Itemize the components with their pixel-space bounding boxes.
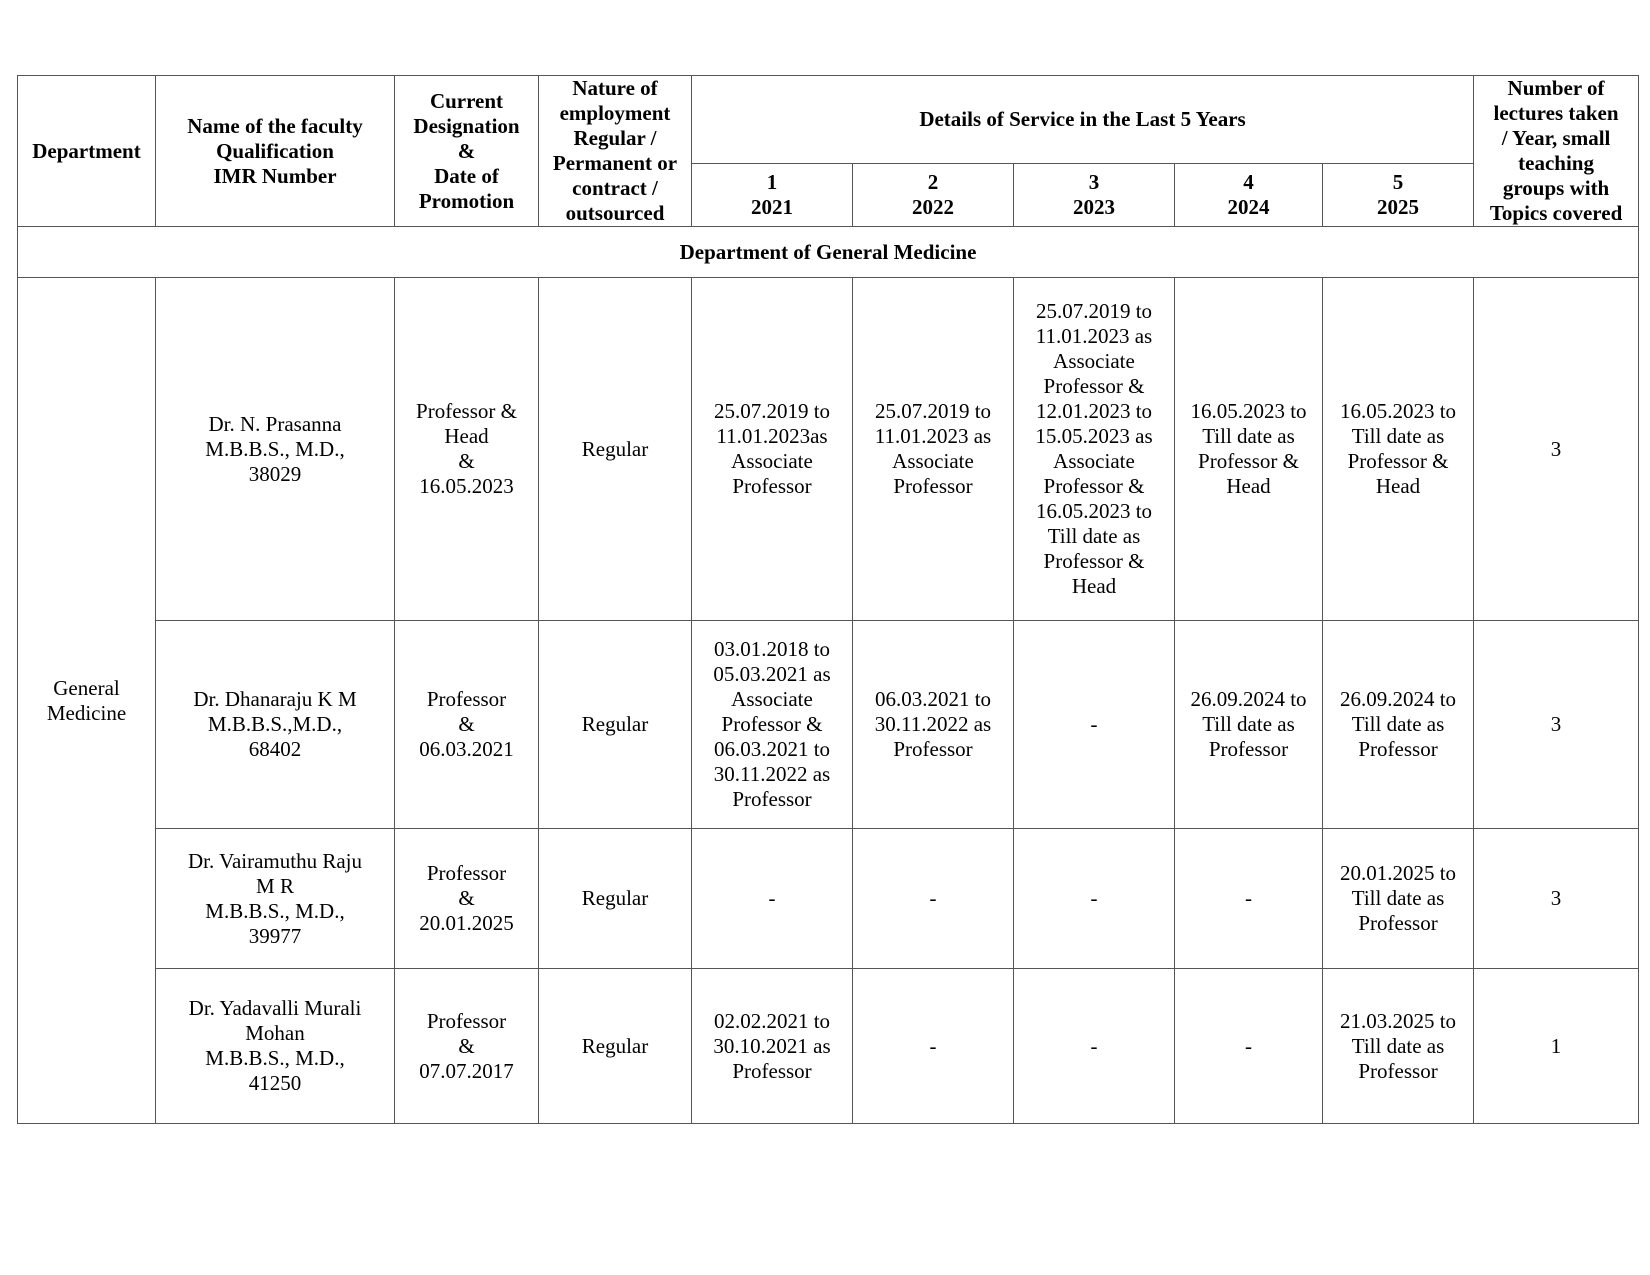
designation-cell: Professor & 07.07.2017 bbox=[395, 969, 539, 1124]
service-2021-cell: - bbox=[692, 829, 853, 969]
header-year-4 bbox=[1175, 164, 1323, 227]
year-label: 2022 bbox=[912, 195, 954, 219]
service-2025-cell: 16.05.2023 to Till date as Professor & Head bbox=[1323, 278, 1474, 621]
year-label: 2021 bbox=[751, 195, 793, 219]
year-label: 2024 bbox=[1227, 195, 1270, 219]
section-title: Department of General Medicine bbox=[18, 227, 1639, 278]
year-number: 4 bbox=[1243, 170, 1254, 194]
year-label: 2025 bbox=[1377, 195, 1420, 219]
service-2025-cell: 20.01.2025 to Till date as Professor bbox=[1323, 829, 1474, 969]
service-2022-cell: 25.07.2019 to 11.01.2023 as Associate Professor bbox=[853, 278, 1014, 621]
lectures-cell: 3 bbox=[1474, 829, 1639, 969]
year-number: 3 bbox=[1088, 170, 1100, 194]
faculty-cell: Dr. Yadavalli Murali Mohan M.B.B.S., M.D., 41250 bbox=[156, 969, 395, 1124]
employment-cell: Regular bbox=[539, 969, 692, 1124]
header-department: Department bbox=[18, 76, 156, 227]
service-2022-cell: - bbox=[853, 829, 1014, 969]
service-2023-cell: - bbox=[1014, 621, 1175, 829]
employment-cell: Regular bbox=[539, 278, 692, 621]
year-number: 2 bbox=[927, 170, 939, 194]
service-2022-cell: 06.03.2021 to 30.11.2022 as Professor bbox=[853, 621, 1014, 829]
header-lectures: Number of lectures taken / Year, small teaching groups with Topics covered bbox=[1474, 76, 1639, 227]
faculty-table bbox=[17, 75, 1639, 1124]
faculty-cell: Dr. Dhanaraju K M M.B.B.S.,M.D., 68402 bbox=[156, 621, 395, 829]
designation-cell: Professor & 20.01.2025 bbox=[395, 829, 539, 969]
table-row bbox=[18, 969, 1639, 1124]
header-year-1 bbox=[692, 164, 853, 227]
lectures-cell: 3 bbox=[1474, 621, 1639, 829]
service-2023-cell: 25.07.2019 to 11.01.2023 as Associate Professor & 12.01.2023 to 15.05.2023 as Associate Professor & 16.05.2023 to Till date as Professor & Head bbox=[1014, 278, 1175, 621]
faculty-cell: Dr. Vairamuthu Raju M R M.B.B.S., M.D., 39977 bbox=[156, 829, 395, 969]
year-number: 1 bbox=[766, 170, 778, 194]
year-label: 2023 bbox=[1073, 195, 1115, 219]
header-year-5 bbox=[1323, 164, 1474, 227]
header-year-2 bbox=[853, 164, 1014, 227]
table-row bbox=[18, 278, 1639, 621]
header-service: Details of Service in the Last 5 Years bbox=[692, 76, 1474, 164]
service-2024-cell: 26.09.2024 to Till date as Professor bbox=[1175, 621, 1323, 829]
service-2021-cell: 02.02.2021 to 30.10.2021 as Professor bbox=[692, 969, 853, 1124]
service-2021-cell: 25.07.2019 to 11.01.2023as Associate Professor bbox=[692, 278, 853, 621]
employment-cell: Regular bbox=[539, 829, 692, 969]
header-year-3 bbox=[1014, 164, 1175, 227]
service-2024-cell: 16.05.2023 to Till date as Professor & Head bbox=[1175, 278, 1323, 621]
header-employment: Nature of employment Regular / Permanent or contract / outsourced bbox=[539, 76, 692, 227]
employment-cell: Regular bbox=[539, 621, 692, 829]
year-number: 5 bbox=[1392, 170, 1404, 194]
service-2021-cell: 03.01.2018 to 05.03.2021 as Associate Professor & 06.03.2021 to 30.11.2022 as Professor bbox=[692, 621, 853, 829]
service-2024-cell: - bbox=[1175, 829, 1323, 969]
service-2022-cell: - bbox=[853, 969, 1014, 1124]
service-2023-cell: - bbox=[1014, 829, 1175, 969]
table-row bbox=[18, 829, 1639, 969]
header-faculty: Name of the faculty Qualification IMR Number bbox=[156, 76, 395, 227]
section-title-row bbox=[18, 227, 1639, 278]
lectures-cell: 3 bbox=[1474, 278, 1639, 621]
service-2023-cell: - bbox=[1014, 969, 1175, 1124]
faculty-cell: Dr. N. Prasanna M.B.B.S., M.D., 38029 bbox=[156, 278, 395, 621]
header-designation: Current Designation & Date of Promotion bbox=[395, 76, 539, 227]
header-row-top bbox=[18, 76, 1639, 164]
service-2025-cell: 26.09.2024 to Till date as Professor bbox=[1323, 621, 1474, 829]
designation-cell: Professor & Head & 16.05.2023 bbox=[395, 278, 539, 621]
designation-cell: Professor & 06.03.2021 bbox=[395, 621, 539, 829]
department-cell: General Medicine bbox=[18, 278, 156, 1124]
lectures-cell: 1 bbox=[1474, 969, 1639, 1124]
service-2025-cell: 21.03.2025 to Till date as Professor bbox=[1323, 969, 1474, 1124]
table-row bbox=[18, 621, 1639, 829]
service-2024-cell: - bbox=[1175, 969, 1323, 1124]
